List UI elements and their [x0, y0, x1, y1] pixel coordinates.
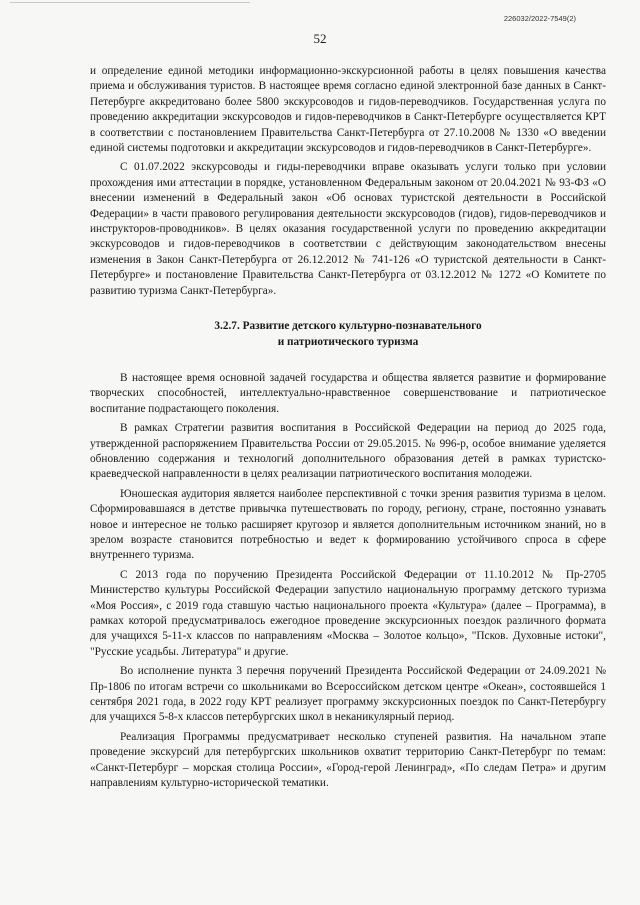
section-heading-line: 3.2.7. Развитие детского культурно-познавательного — [214, 320, 482, 333]
scan-edge-mark — [10, 2, 250, 6]
document-code: 226032/2022-7549(2) — [503, 14, 576, 23]
paragraph: С 2013 года по поручению Президента Российской Федерации от 11.10.2012 № Пр-2705 Министерство культуры Российской Федерации запустило национальную программу детского туризма «Моя Россия», с 2019 года ставшую частью национального проекта «Культура» (далее – Программа), в рамках которой предусматривалось ежегодное проведение экскурсионных поездок различного формата для учащихся 5-11-х классов по направлениям «Москва – Золотое кольцо», "Псков. Духовные истоки", "Русские усадьбы. Литература" и другие. — [90, 568, 606, 658]
section-heading-line: и патриотического туризма — [277, 335, 419, 348]
paragraph: Во исполнение пункта 3 перечня поручений Президента Российской Федерации от 24.09.2021 № Пр-1806 по итогам встречи со школьниками во Всероссийском детском центре «Океан», состоявшейся 1 сентября 2021 года, в 2022 году КРТ реализует программу экскурсионных поездок по Санкт-Петербургу для учащихся 5-8-х классов петербургских школ в неканикулярный период. — [90, 665, 606, 724]
document-body — [90, 64, 606, 795]
paragraph: и определение единой методики информационно-экскурсионной работы в целях повышения качества приема и обслуживания туристов. В настоящее время согласно единой электронной базе данных в Санкт-Петербурге аккредитовано более 5800 экскурсоводов и гидов-переводчиков. Государственная услуга по проведению аккредитации экскурсоводов и гидов-переводчиков в Санкт-Петербурге осуществляется КРТ в соответствии с постановлением Правительства Санкт-Петербурга от 27.10.2008 № 1330 «О введении единой системы подготовки и аккредитации экскурсоводов и гидов-переводчиков в Санкт-Петербурге». — [90, 65, 606, 155]
paragraph: С 01.07.2022 экскурсоводы и гиды-переводчики вправе оказывать услуги только при условии прохождения ими аттестации в порядке, установленном Федеральным законом от 20.04.2021 № 93-ФЗ «О внесении изменений в Федеральный закон «Об основах туристской деятельности в Российской Федерации» в части правового регулирования деятельности экскурсоводов (гидов), гидов-переводчиков и инструкторов-проводников». В целях оказания государственной услуги по проведению аккредитации экскурсоводов и гидов-переводчиков в соответствии с действующим законодательством внесены изменения в Закон Санкт-Петербурга от 26.12.2012 № 741-126 «О туристской деятельности в Санкт-Петербурге» и постановление Правительства Санкт-Петербурга от 03.12.2012 № 1272 «О Комитете по развитию туризма Санкт-Петербурга». — [90, 161, 606, 297]
paragraph: В настоящее время основной задачей государства и общества является развитие и формирование творческих способностей, интеллектуально-нравственное совершенствование и патриотическое воспитание подрастающего поколения. — [90, 371, 606, 415]
paragraph: Юношеская аудитория является наиболее перспективной с точки зрения развития туризма в целом. Сформировавшаяся в детстве привычка путешествовать по городу, региону, стране, постоянно узнавать новое и интересное не только расширяет кругозор и является дополнительным источником знаний, но в зрелом возрасте становится потребностью и ведет к формированию устойчивого спроса в сфере внутреннего туризма. — [90, 487, 606, 562]
page-number: 52 — [313, 31, 327, 46]
section-heading — [90, 319, 606, 350]
paragraph: Реализация Программы предусматривает несколько ступеней развития. На начальном этапе проведение экскурсий для петербургских школьников охватит территорию Санкт-Петербург по темам: «Санкт-Петербург – морская столица России», «Город-герой Ленинград», «По следам Петра» и другим направлениям культурно-исторической тематики. — [90, 730, 606, 790]
paragraph: В рамках Стратегии развития воспитания в Российской Федерации на период до 2025 года, утвержденной распоряжением Правительства России от 29.05.2015. № 996-р, особое внимание уделяется обновлению содержания и технологий дополнительного образования детей в рамках туристско-краеведческой направленности в целях реализации патриотического воспитания молодежи. — [90, 422, 606, 481]
